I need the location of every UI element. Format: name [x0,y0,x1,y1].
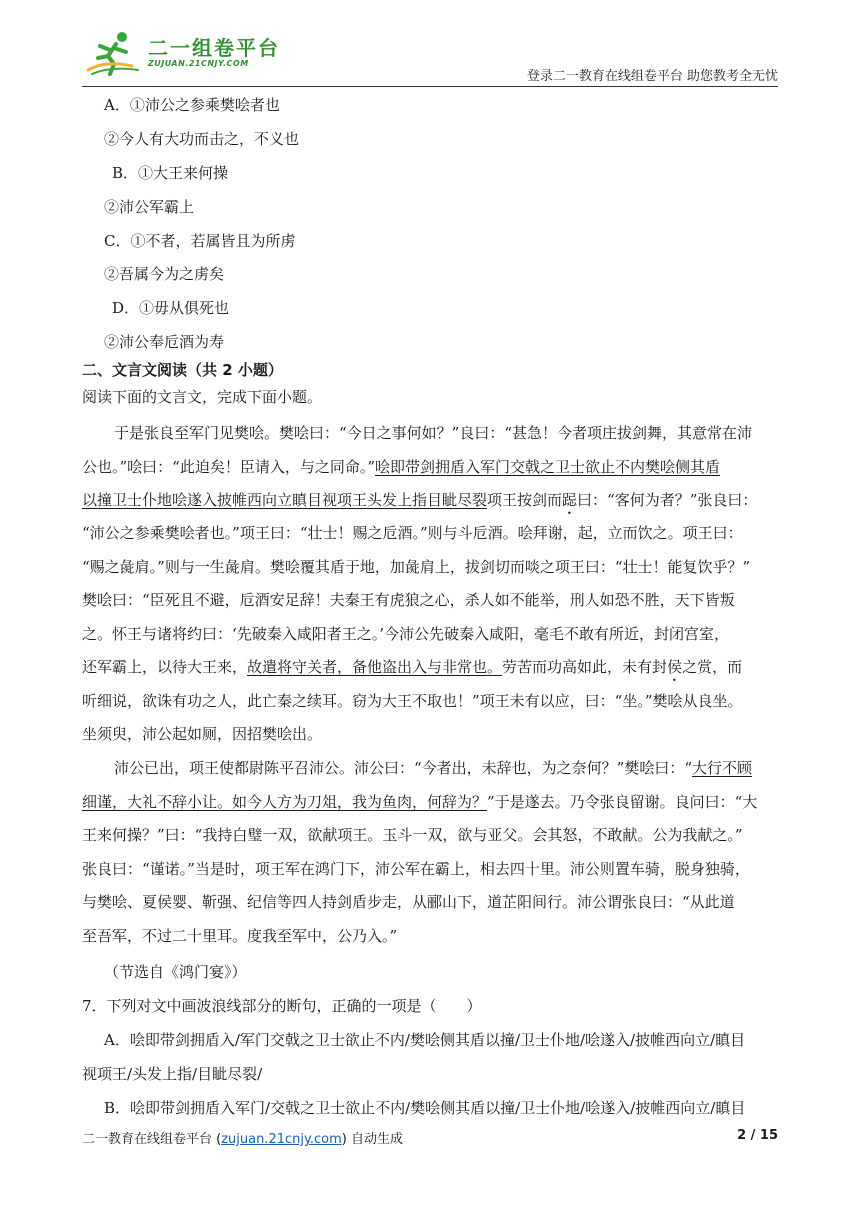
footer-source: 二一教育在线组卷平台 (zujuan.21cnjy.com) 自动生成 [82,1132,403,1147]
passage-line-14: 张良曰：“谨诺。”当是时，项王军在鸿门下，沛公军在霸上，相去四十里。沛公则置车骑，脱身独骑， [82,860,750,878]
passage-line-8: 还军霸上，以待大王来，故遣将守关者，备他盗出入与非常也。劳苦而功高如此，未有封侯之赏，而 [82,658,743,676]
wavy-underline-part-2: 以撞卫士仆地哙遂入披帷西向立瞋目视项王头发上指目眦尽裂 [82,491,488,509]
option-b-1: B．①大王来何操 [112,164,229,182]
passage-line-15: 与樊哙、夏侯婴、靳强、纪信等四人持剑盾步走，从郦山下，道芷阳间行。沛公谓张良曰：“从此道 [82,893,735,911]
passage-line-16: 至吾军，不过二十里耳。度我至军中，公乃入。” [82,927,398,945]
option-c-2: ②吾属今为之虏矣 [104,265,225,283]
underlined-sentence-guqian: 故遣将守关者，备他盗出入与非常也。 [247,658,503,676]
passage-line-5: “赐之彘肩。”则与一生彘肩。樊哙覆其盾于地，加彘肩上，拔剑切而啖之项王曰：“壮士！能复饮乎？” [82,558,751,576]
dotted-char-ji: 跽 [562,491,578,509]
option-b-2: ②沛公军霸上 [104,198,195,216]
option-d-1: D．①毋从俱死也 [112,299,230,317]
question-7-option-b[interactable]: B．哙即带剑拥盾入军门/交戟之卫士欲止不内/樊哙侧其盾以撞/卫士仆地/哙遂入/披帷西向立/瞋目 [104,1099,746,1117]
dotted-char-hou: 侯 [667,658,683,676]
logo[interactable] [86,30,280,76]
passage-line-11: 沛公已出，项王使都尉陈平召沛公。沛公曰：“今者出，未辞也，为之奈何？”樊哙曰：“大行不顾 [114,759,753,777]
header-divider [82,86,778,87]
underlined-daxing-2: 细谨，大礼不辞小让。如今人方为刀俎，我为鱼肉，何辞为？ [82,793,488,811]
logo-title: 二一组卷平台 [148,36,280,60]
option-d-2: ②沛公奉卮酒为寿 [104,333,225,351]
option-c-1: C．①不者，若属皆且为所虏 [104,232,296,250]
logo-url: ZUJUAN.21CNJY.COM [148,59,249,68]
passage-line-1: 于是张良至军门见樊哙。樊哙曰：“今日之事何如？”良曰：“甚急！今者项庄拔剑舞，其意常在沛 [114,424,753,442]
passage-line-12: 细谨，大礼不辞小让。如今人方为刀俎，我为鱼肉，何辞为？”于是遂去。乃令张良留谢。良问曰：“大 [82,793,758,811]
footer-link[interactable]: zujuan.21cnjy.com [221,1132,342,1147]
header-slogan: 登录二一教育在线组卷平台 助您教考全无忧 [526,69,778,84]
runner-logo-icon [86,30,142,76]
passage-line-13: 王来何操？”曰：“我持白璧一双，欲献项王。玉斗一双，欲与亚父。会其怒，不敢献。公为我献之。” [82,826,743,844]
page-footer [82,1128,778,1148]
passage-line-2: 公也。”哙曰：“此迫矣！臣请入，与之同命。”哙即带剑拥盾入军门交戟之卫士欲止不内樊哙侧其盾 [82,458,721,476]
page-number: 2 / 15 [737,1128,778,1143]
passage-line-4: “沛公之参乘樊哙者也。”项王曰：“壮士！赐之卮酒。”则与斗卮酒。哙拜谢，起，立而饮之。项王曰： [82,524,743,542]
underlined-daxing-1: 大行不顾 [692,759,753,777]
passage-line-10: 坐须臾，沛公起如厕，因招樊哙出。 [82,725,323,743]
option-a-2: ②今人有大功而击之，不义也 [104,130,300,148]
passage-line-6: 樊哙曰：“臣死且不避，卮酒安足辞！夫秦王有虎狼之心，杀人如不能举，刑人如恐不胜，天下皆叛 [82,591,735,609]
instruction: 阅读下面的文言文，完成下面小题。 [82,388,323,406]
passage-line-9: 听细说，欲诛有功之人，此亡秦之续耳。窃为大王不取也！”项王未有以应，曰：“坐。”樊哙从良坐。 [82,692,743,710]
wavy-underline-part-1: 哙即带剑拥盾入军门交戟之卫士欲止不内樊哙侧其盾 [375,458,721,476]
option-a-1: A．①沛公之参乘樊哙者也 [104,96,280,114]
section-title: 二、文言文阅读（共 2 小题） [82,361,283,379]
question-7-option-a-cont: 视项王/头发上指/目眦尽裂/ [82,1065,263,1083]
question-7-stem: 7．下列对文中画波浪线部分的断句，正确的一项是（ ） [82,997,482,1015]
passage-source: （节选自《鸿门宴》） [104,963,247,981]
passage-line-3: 以撞卫士仆地哙遂入披帷西向立瞋目视项王头发上指目眦尽裂项王按剑而跽曰：“客何为者？”张良曰： [82,491,758,509]
question-7-option-a[interactable]: A．哙即带剑拥盾入/军门交戟之卫士欲止不内/樊哙侧其盾以撞/卫士仆地/哙遂入/披帷西向立/瞋目 [104,1031,746,1049]
passage-line-7: 之。怀王与诸将约曰：‘先破秦入咸阳者王之。’今沛公先破秦入咸阳，毫毛不敢有所近，封闭宫室， [82,625,730,643]
page-header [0,0,860,88]
